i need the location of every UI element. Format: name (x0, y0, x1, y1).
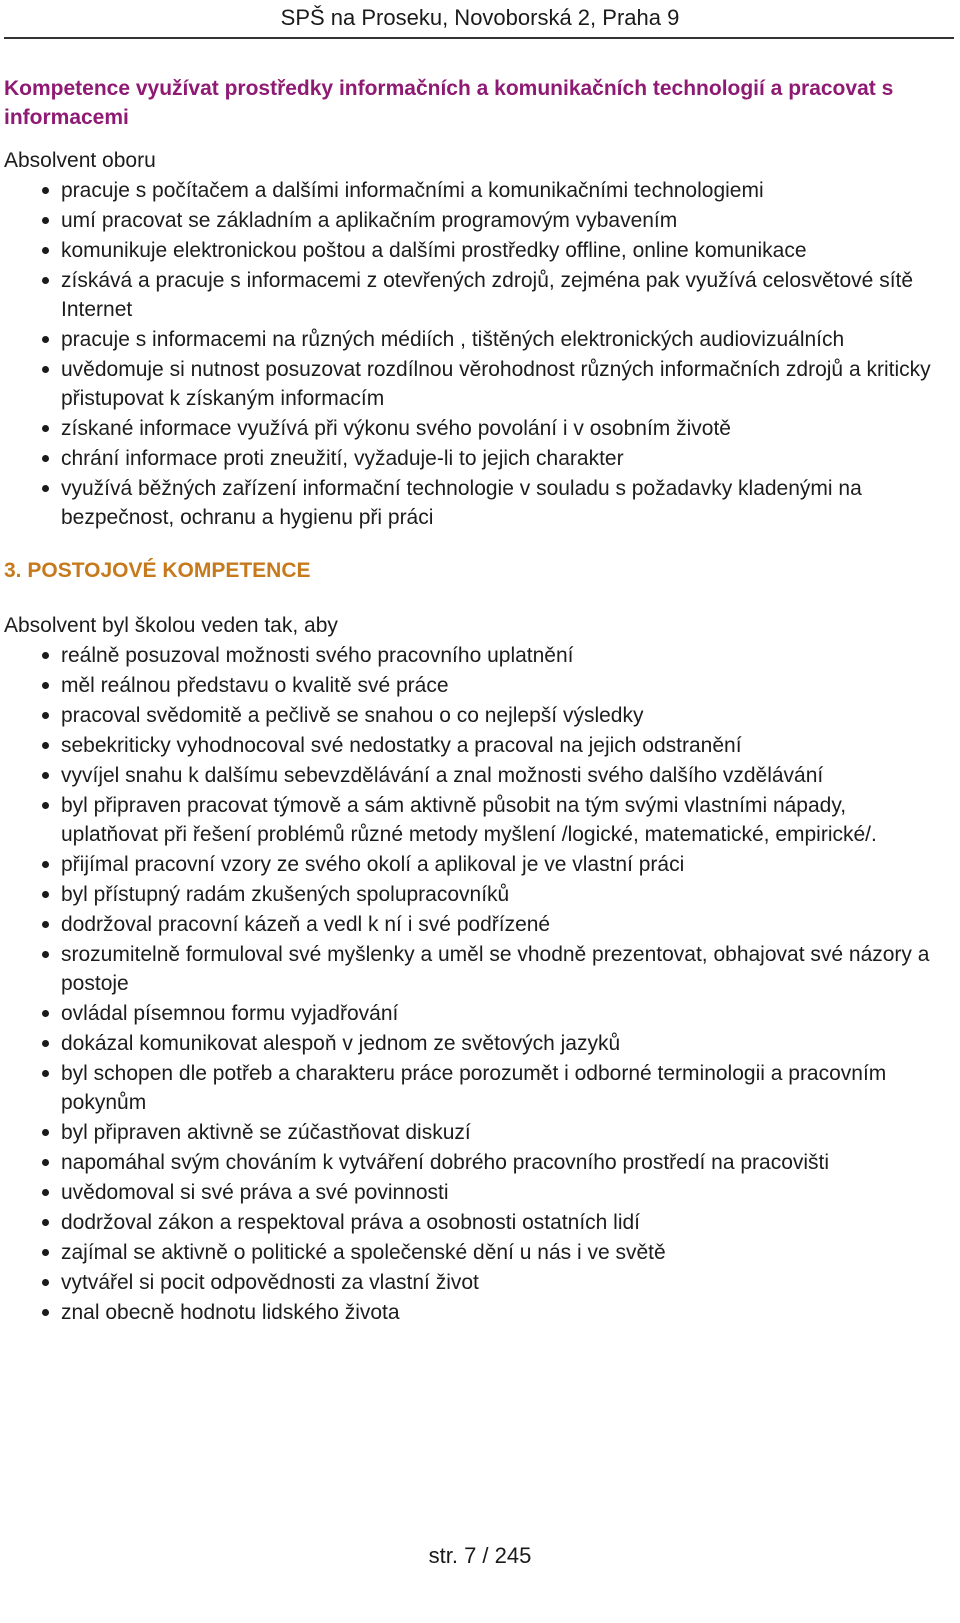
list-item-text: pracuje s informacemi na různých médiích , tištěných elektronických audiovizuálních (61, 328, 845, 351)
bullet-dot-icon (42, 861, 49, 868)
list-item-text: pracoval svědomitě a pečlivě se snahou o co nejlepší výsledky (61, 704, 644, 727)
list-item (4, 641, 954, 670)
bullet-dot-icon (42, 1219, 49, 1226)
ict-competence-heading: Kompetence využívat prostředky informačních a komunikačních technologií a pracovat s informacemi (4, 77, 894, 129)
list-item-text: znal obecně hodnotu lidského života (61, 1301, 400, 1324)
bullet-dot-icon (42, 1309, 49, 1316)
bullet-dot-icon (42, 425, 49, 432)
list-item (4, 176, 954, 205)
list-item-text: reálně posuzoval možnosti svého pracovního uplatnění (61, 644, 574, 667)
bullet-dot-icon (42, 951, 49, 958)
list-item-text: pracuje s počítačem a dalšími informačními a komunikačními technologiemi (61, 179, 764, 202)
list-item (4, 1148, 954, 1177)
bullet-dot-icon (42, 1249, 49, 1256)
list-item (4, 1208, 954, 1237)
list-item-text: dodržoval pracovní kázeň a vedl k ní i své podřízené (61, 913, 551, 936)
list-item-text: byl přístupný radám zkušených spolupracovníků (61, 883, 510, 906)
list-item (4, 701, 954, 730)
list-item-text: měl reálnou představu o kvalitě své práce (61, 674, 449, 697)
bullet-dot-icon (42, 217, 49, 224)
list-item (4, 880, 954, 909)
header-rule (4, 37, 954, 39)
list-item-text: získané informace využívá při výkonu svého povolání i v osobním životě (61, 417, 731, 440)
list-item-text: byl připraven aktivně se zúčastňovat diskuzí (61, 1121, 471, 1144)
list-item-text: zajímal se aktivně o politické a společenské dění u nás i ve světě (61, 1241, 666, 1264)
list-item-text: chrání informace proti zneužití, vyžaduje-li to jejich charakter (61, 447, 624, 470)
bullet-dot-icon (42, 277, 49, 284)
bullet-dot-icon (42, 1159, 49, 1166)
list-item (4, 1178, 954, 1207)
bullet-dot-icon (42, 1040, 49, 1047)
list-item (4, 1298, 954, 1327)
list-item (4, 940, 954, 998)
list-item (4, 474, 954, 532)
list-item-text: dokázal komunikovat alespoň v jednom ze světových jazyků (61, 1032, 621, 1055)
header-text: SPŠ na Proseku, Novoborská 2, Praha 9 (280, 5, 680, 30)
list-item-text: využívá běžných zařízení informační technologie v souladu s požadavky kladenými na bezpečnost, ochranu a hygienu při práci (61, 477, 862, 529)
list-item (4, 999, 954, 1028)
bullet-dot-icon (42, 802, 49, 809)
list-item (4, 910, 954, 939)
ict-intro: Absolvent oboru (4, 149, 156, 172)
page-footer: str. 7 / 245 (428, 1543, 532, 1568)
bullet-dot-icon (42, 1129, 49, 1136)
list-item (4, 355, 954, 413)
attitude-competence-heading: 3. POSTOJOVÉ KOMPETENCE (4, 559, 311, 582)
list-item (4, 1238, 954, 1267)
list-item-text: dodržoval zákon a respektoval práva a osobnosti ostatních lidí (61, 1211, 641, 1234)
bullet-dot-icon (42, 772, 49, 779)
list-item (4, 325, 954, 354)
list-item-text: ovládal písemnou formu vyjadřování (61, 1002, 399, 1025)
list-item (4, 206, 954, 235)
bullet-dot-icon (42, 336, 49, 343)
list-item-text: uvědomuje si nutnost posuzovat rozdílnou věrohodnost různých informačních zdrojů a kriticky přistupovat k získaným informacím (61, 358, 931, 410)
list-item-text: vyvíjel snahu k dalšímu sebevzdělávání a znal možnosti svého dalšího vzdělávání (61, 764, 824, 787)
list-item (4, 761, 954, 790)
list-item-text: srozumitelně formuloval své myšlenky a uměl se vhodně prezentovat, obhajovat své názory a postoje (61, 943, 930, 995)
list-item-text: získává a pracuje s informacemi z otevřených zdrojů, zejména pak využívá celosvětové sítě Internet (61, 269, 914, 321)
bullet-dot-icon (42, 366, 49, 373)
list-item (4, 1059, 954, 1117)
list-item-text: umí pracovat se základním a aplikačním programovým vybavením (61, 209, 678, 232)
list-item (4, 414, 954, 443)
list-item (4, 1268, 954, 1297)
list-item (4, 236, 954, 265)
list-item (4, 1029, 954, 1058)
bullet-dot-icon (42, 455, 49, 462)
bullet-dot-icon (42, 485, 49, 492)
bullet-dot-icon (42, 891, 49, 898)
bullet-dot-icon (42, 247, 49, 254)
list-item-text: byl schopen dle potřeb a charakteru práce porozumět i odborné terminologii a pracovním pokynům (61, 1062, 887, 1114)
bullet-dot-icon (42, 712, 49, 719)
bullet-dot-icon (42, 187, 49, 194)
attitude-intro: Absolvent byl školou veden tak, aby (4, 614, 338, 637)
bullet-dot-icon (42, 921, 49, 928)
list-item (4, 444, 954, 473)
bullet-dot-icon (42, 1189, 49, 1196)
bullet-dot-icon (42, 1279, 49, 1286)
list-item (4, 671, 954, 700)
bullet-dot-icon (42, 1070, 49, 1077)
ict-bullet-list (4, 176, 954, 532)
list-item (4, 850, 954, 879)
list-item-text: byl připraven pracovat týmově a sám aktivně působit na tým svými vlastními nápady, uplatňovat při řešení problémů různé metody myšlení /logické, matematické, empirické/. (61, 794, 877, 846)
bullet-dot-icon (42, 652, 49, 659)
page-content (4, 74, 954, 1327)
list-item-text: vytvářel si pocit odpovědnosti za vlastní život (61, 1271, 479, 1294)
list-item-text: přijímal pracovní vzory ze svého okolí a aplikoval je ve vlastní práci (61, 853, 685, 876)
list-item-text: napomáhal svým chováním k vytváření dobrého pracovního prostředí na pracovišti (61, 1151, 830, 1174)
list-item (4, 731, 954, 760)
attitude-bullet-list (4, 641, 954, 1327)
list-item-text: uvědomoval si své práva a své povinnosti (61, 1181, 449, 1204)
list-item (4, 266, 954, 324)
page-header (0, 0, 960, 40)
list-item-text: komunikuje elektronickou poštou a dalšími prostředky offline, online komunikace (61, 239, 807, 262)
list-item-text: sebekriticky vyhodnocoval své nedostatky a pracoval na jejich odstranění (61, 734, 742, 757)
bullet-dot-icon (42, 742, 49, 749)
list-item (4, 1118, 954, 1147)
bullet-dot-icon (42, 1010, 49, 1017)
bullet-dot-icon (42, 682, 49, 689)
list-item (4, 791, 954, 849)
